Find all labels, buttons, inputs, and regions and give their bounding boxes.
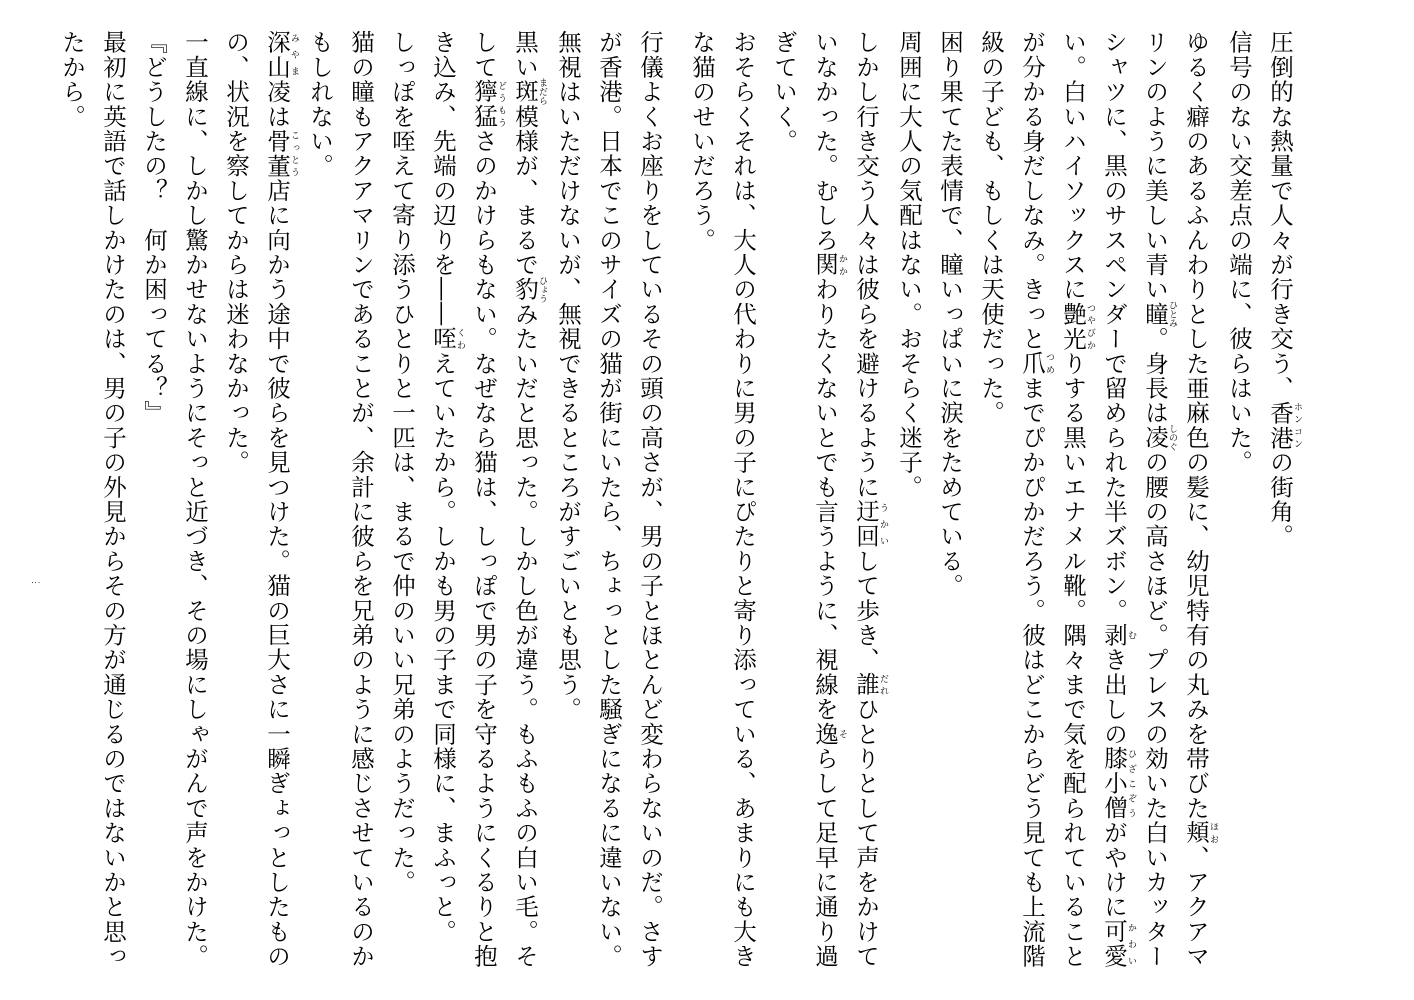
ruby-text: 爪つめ (1018, 351, 1054, 376)
right-page (688, 30, 1302, 980)
ruby-text: 剥む (1100, 622, 1136, 648)
paragraph: 信号のない交差点の端に、彼らはいた。 (1225, 30, 1253, 475)
ruby-text: 獰猛どうもう (470, 79, 506, 129)
left-page-text (51, 30, 670, 980)
paragraph: しっぽを咥えて寄り添うひとりと一匹は、まるで仲のいい兄弟のようだった。 (388, 30, 416, 895)
ruby-text: 艶光つやびか (1059, 301, 1095, 352)
ruby-text: 豹ひょう (511, 275, 547, 303)
ruby-text: 関かか (811, 252, 847, 278)
ruby-text: 迂回うかい (852, 499, 888, 549)
paragraph: 困り果てた表情で、瞳いっぱいに涙をためている。 (936, 30, 964, 599)
left-page (58, 30, 670, 980)
paragraph: 周囲に大人の気配はない。おそらく迷子。 (895, 30, 923, 500)
ruby-text: 誰だれ (852, 672, 888, 697)
right-page-text (681, 30, 1302, 980)
paragraph: 圧倒的な熱量で人々が行き交う、香港ホンコンの街角。 (1266, 30, 1302, 549)
ruby-text: 頬ほお (1182, 820, 1218, 846)
ruby-text: 深山みやま (263, 30, 299, 80)
page-separator-mark: ⋮ (30, 578, 40, 587)
ruby-text: 可愛かわい (1100, 919, 1136, 969)
paragraph: 深山みやま凌は骨董こっとう店に向かう途中で彼らを見つけた。猫の巨大さに一瞬ぎょっとしたものの、状況を察してからは迷わなかった。 (222, 30, 299, 969)
ruby-text: 骨董こっとう (263, 128, 299, 179)
ruby-text: 瞳ひとみ (1141, 300, 1177, 328)
ruby-text: 咥くわ (429, 326, 465, 352)
ruby-text: 膝小僧ひざこぞう (1100, 746, 1136, 821)
paragraph: 一直線に、しかし驚かせないようにそっと近づき、その場にしゃがんで声をかけた。 (181, 30, 209, 969)
paragraph: 行儀よくお座りをしているその頭の高さが、男の子とほとんど変わらないのだ。さすが香港。日本でこのサイズの猫が街にいたら、ちょっとした騒ぎになるに違いない。無視はいただけないが、無視できるところがすごいとも思う。 (554, 30, 664, 969)
ruby-text: 斑まだら (511, 78, 547, 106)
paragraph: 猫の瞳もアクアマリンであることが、余計に彼らを兄弟のように感じさせているのかもしれない。 (306, 30, 375, 969)
paragraph: おそらくそれは、大人の代わりに男の子にぴたりと寄り添っている、あまりにも大きな猫のせいだろう。 (688, 30, 757, 969)
paragraph: 『どうしたの？ 何か困ってる？』 (140, 30, 168, 426)
paragraph: 最初に英語で話しかけたのは、男の子の外見からその方が通じるのではないかと思ったから。 (58, 30, 127, 969)
ruby-text: 凌しのぐ (1141, 424, 1177, 452)
paragraph: ゆるく癖のあるふんわりとした亜麻色の髪に、幼児特有の丸みを帯びた頬ほお、アクアマリンのように美しい青い瞳ひとみ。身長は凌しのぐの腰の高さほど。プレスの効いた白いカッターシャツに、黒のサスペンダーで留められた半ズボン。剥むき出しの膝小僧ひざこぞうがやけに可愛かわいい。白いハイソックスに艶光つやびかりする黒いエナメル靴。隅々まで気を配られていることが分かる身だしなみ。きっと爪つめまでぴかぴかだろう。彼はどこからどう見ても上流階級の子ども、もしくは天使だった。 (977, 30, 1218, 969)
ruby-text: 香港ホンコン (1266, 400, 1302, 450)
paragraph: 黒い斑まだら模様が、まるで豹ひょうみたいだと思った。しかし色が違う。もふもふの白い毛。そして獰猛どうもうさのかけらもない。なぜなら猫は、しっぽで男の子を守るようにくるりと抱き込み、先端の辺りを――咥くわえていたから。しかも男の子まで同様に、まふっと。 (429, 30, 547, 969)
ruby-text: 逸そ (811, 721, 847, 747)
paragraph: しかし行き交う人々は彼らを避けるように迂回うかいして歩き、誰だれひとりとして声をかけていなかった。むしろ関かかわりたくないとでも言うように、視線を逸そらして足早に通り過ぎていく。 (770, 30, 888, 969)
